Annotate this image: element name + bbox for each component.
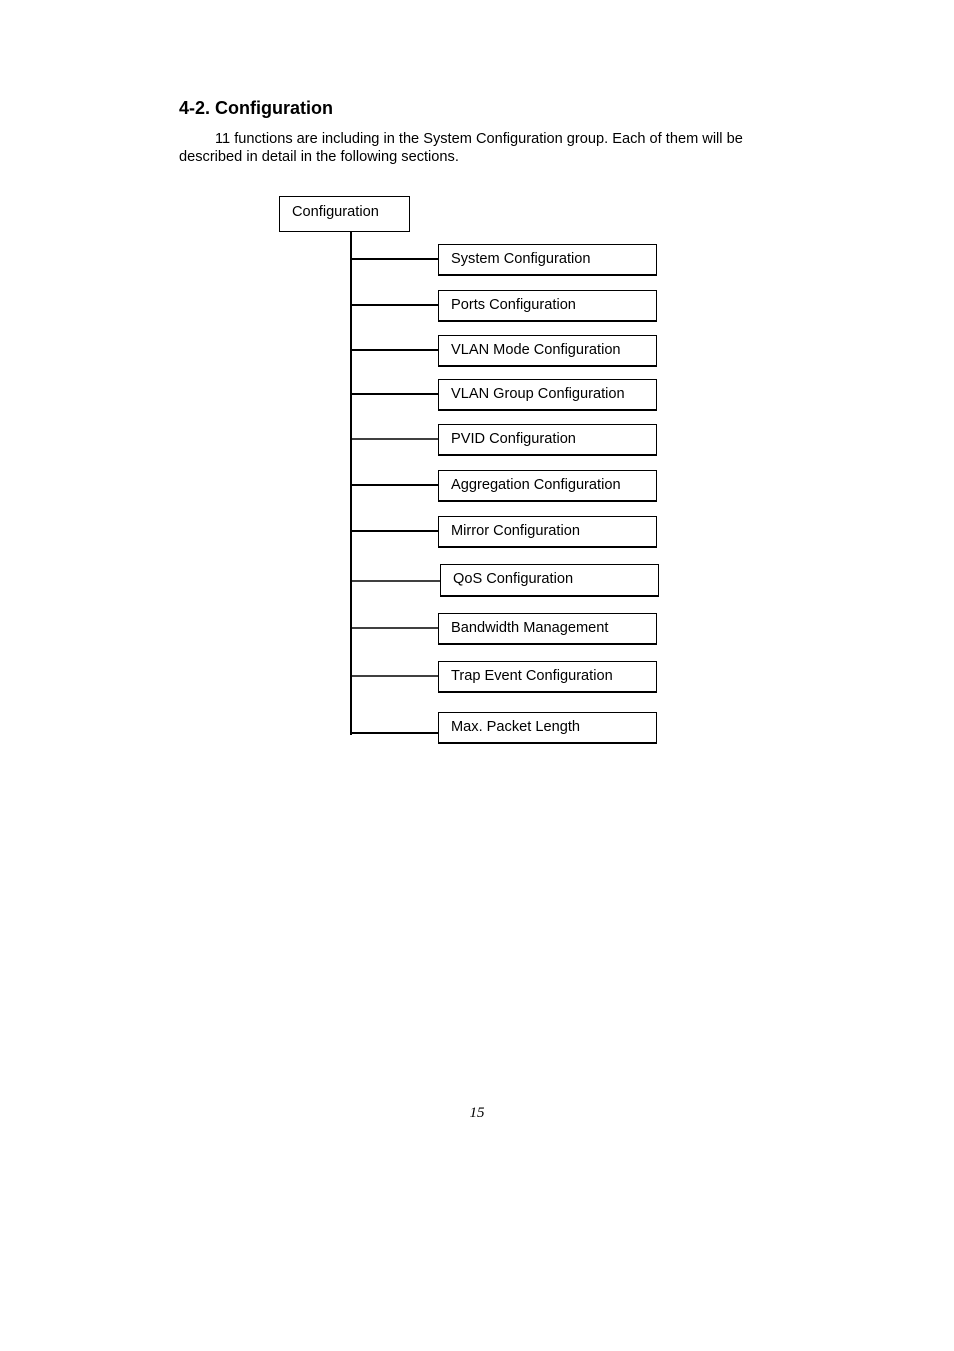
page-number: 15 [469, 1105, 485, 1121]
node-ports-configuration: Ports Configuration [438, 290, 657, 322]
node-vlan-mode-configuration: VLAN Mode Configuration [438, 335, 657, 367]
node-system-configuration: System Configuration [438, 244, 657, 276]
node-vlan-group-configuration: VLAN Group Configuration [438, 379, 657, 411]
node-max-packet-length: Max. Packet Length [438, 712, 657, 744]
node-pvid-configuration: PVID Configuration [438, 424, 657, 456]
node-mirror-configuration: Mirror Configuration [438, 516, 657, 548]
node-qos-configuration: QoS Configuration [440, 564, 659, 597]
node-trap-event-configuration: Trap Event Configuration [438, 661, 657, 693]
section-heading: 4-2. Configuration [179, 98, 333, 118]
node-bandwidth-management: Bandwidth Management [438, 613, 657, 645]
intro-paragraph: 11 functions are including in the System Configuration group. Each of them will be described in detail in the following sections. [179, 131, 743, 165]
node-aggregation-configuration: Aggregation Configuration [438, 470, 657, 502]
configuration-root-node: Configuration [279, 196, 410, 232]
